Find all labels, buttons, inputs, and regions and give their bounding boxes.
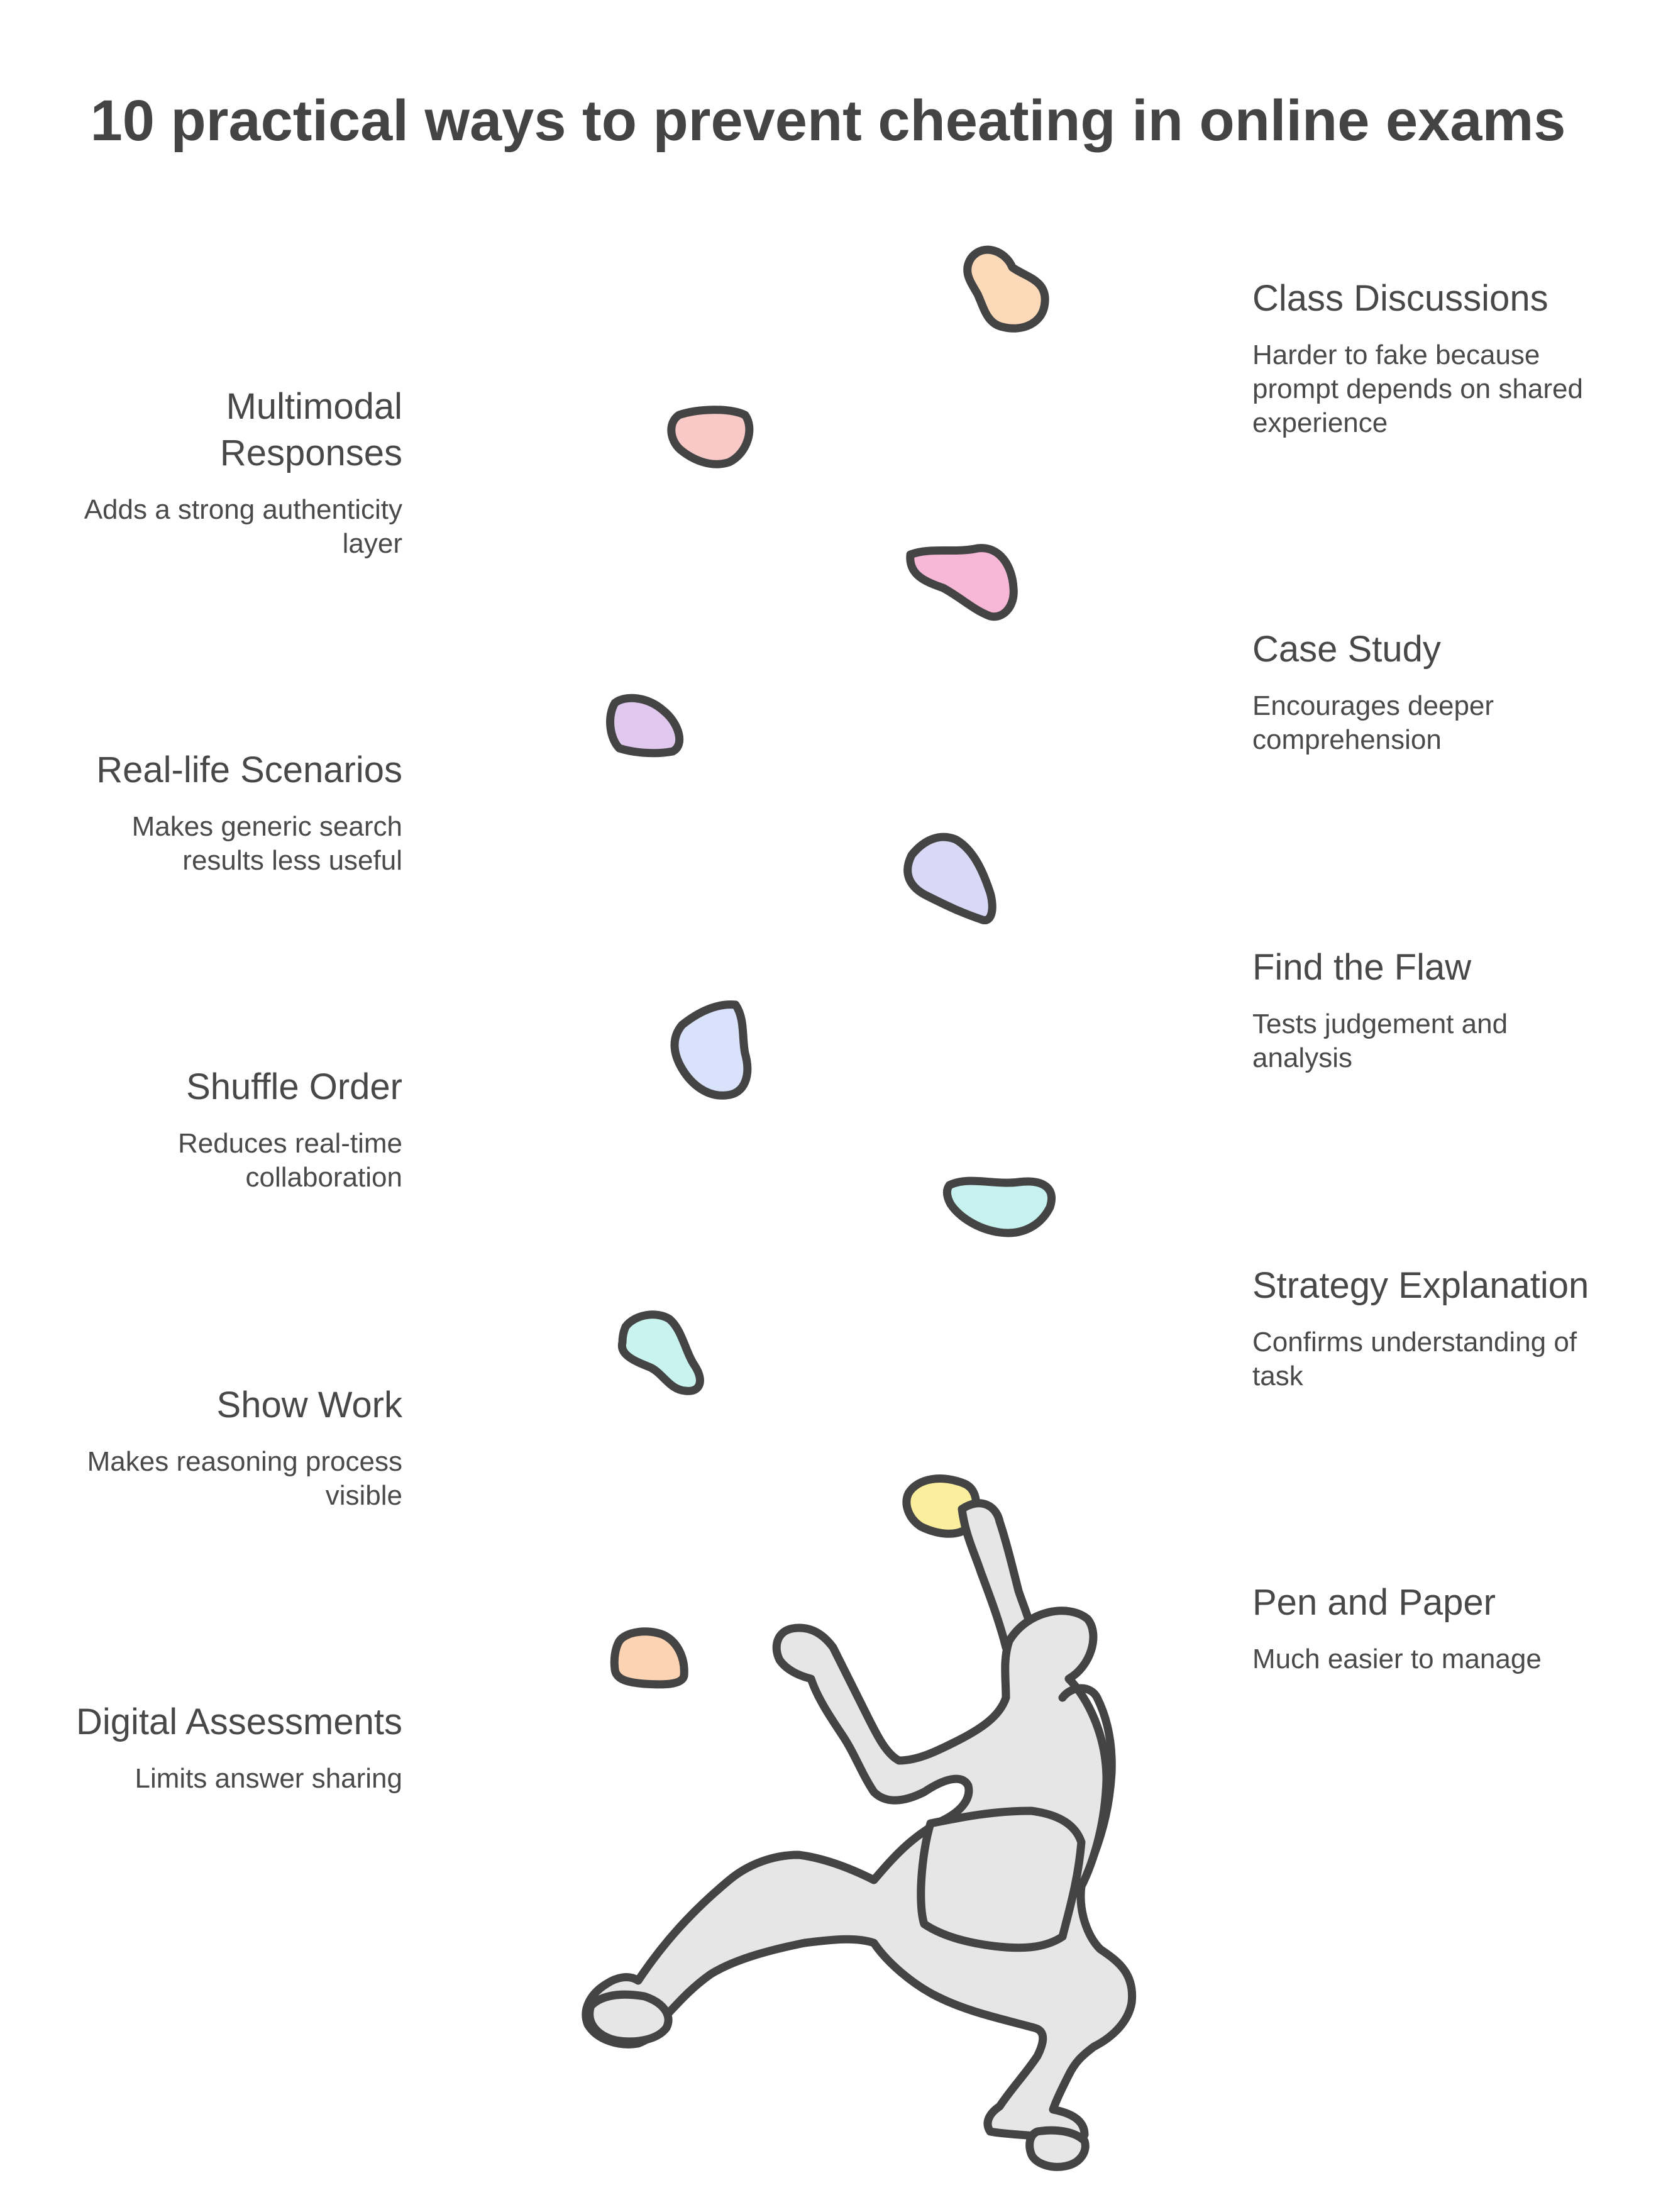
item-shuffle-order [50,1064,402,1195]
climber-figure [586,1503,1132,2167]
climbing-hold-8 [622,1315,700,1391]
climbing-hold-5 [908,837,993,920]
item-label: Shuffle Order [186,1066,402,1107]
item-label: Digital Assessments [76,1701,402,1742]
item-find-the-flaw [1252,944,1604,1075]
climber-foot-right [1030,2130,1086,2167]
item-case-study [1252,626,1604,757]
item-digital-assessments [50,1699,402,1796]
item-description: Confirms understanding of task [1252,1327,1577,1391]
item-label: Multimodal Responses [219,386,402,473]
item-label: Show Work [216,1385,402,1425]
climbing-hold-10 [614,1632,684,1684]
item-description: Tests judgement and analysis [1252,1009,1508,1073]
item-description: Limits answer sharing [135,1763,402,1794]
page-title: 10 practical ways to prevent cheating in online exams [90,89,1566,153]
item-multimodal-responses [50,384,402,561]
item-class-discussions [1252,275,1604,440]
item-description: Reduces real-time collaboration [177,1128,402,1193]
item-label: Pen and Paper [1252,1582,1496,1623]
climbing-hold-7 [947,1181,1051,1233]
item-description: Much easier to manage [1252,1644,1542,1674]
climber-foot-left [590,1994,668,2042]
climbing-hold-6 [675,1005,748,1096]
item-show-work [50,1382,402,1513]
climber-skirt [921,1811,1081,1948]
item-description: Encourages deeper comprehension [1252,690,1494,755]
item-label: Strategy Explanation [1252,1265,1589,1306]
item-label: Find the Flaw [1252,947,1472,988]
item-real-life-scenarios [50,747,402,878]
item-description: Adds a strong authenticity layer [84,494,402,559]
climbing-hold-3 [910,548,1014,617]
item-description: Harder to fake because prompt depends on shared experience [1252,340,1583,438]
climbing-hold-2 [671,410,749,465]
climbing-hold-1 [968,250,1046,328]
item-description: Makes generic search results less useful [131,811,402,876]
item-label: Case Study [1252,629,1441,670]
item-pen-and-paper [1252,1579,1604,1676]
item-description: Makes reasoning process visible [87,1446,402,1511]
item-label: Class Discussions [1252,278,1548,319]
item-label: Real-life Scenarios [96,749,402,790]
item-strategy-explanation [1252,1263,1604,1393]
climbing-hold-4 [610,698,680,753]
